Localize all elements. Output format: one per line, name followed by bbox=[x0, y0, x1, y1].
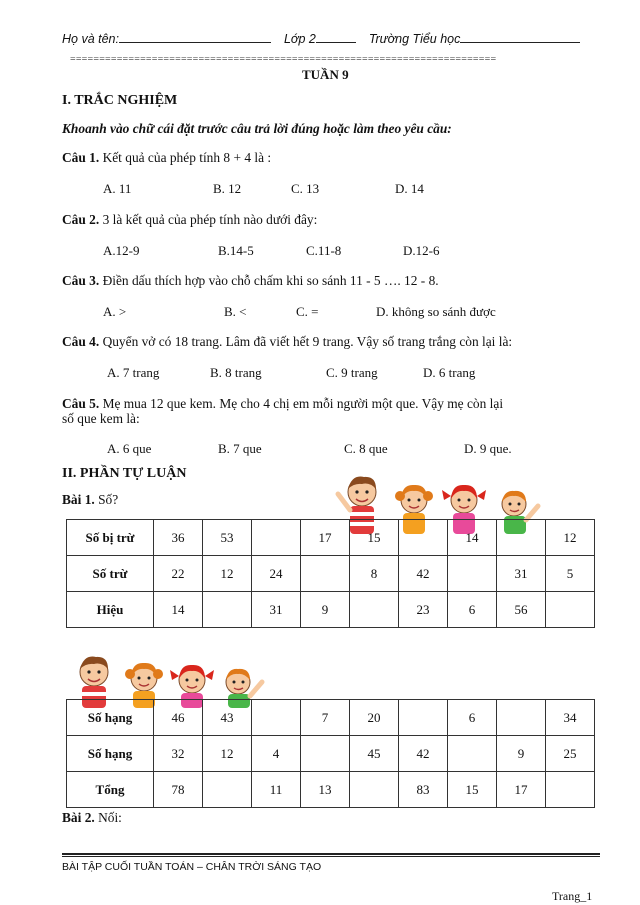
table-cell[interactable]: 17 bbox=[301, 520, 350, 556]
table-cell[interactable] bbox=[203, 592, 252, 628]
table-cell[interactable]: 13 bbox=[301, 772, 350, 808]
row-header: Số trừ bbox=[67, 556, 154, 592]
table-cell[interactable] bbox=[203, 772, 252, 808]
row-header: Số bị trừ bbox=[67, 520, 154, 556]
q3-option-d[interactable]: D. không so sánh được bbox=[376, 304, 496, 319]
name-label: Họ và tên: bbox=[62, 32, 119, 46]
table-cell[interactable]: 43 bbox=[203, 700, 252, 736]
question-4: Câu 4. Quyển vở có 18 trang. Lâm đã viết hết 9 trang. Vậy số trang trắng còn lại là: bbox=[62, 334, 513, 349]
table-cell[interactable] bbox=[301, 736, 350, 772]
table-cell[interactable]: 14 bbox=[154, 592, 203, 628]
week-title: TUẦN 9 bbox=[302, 67, 349, 82]
bai2-heading: Bài 2. Nối: bbox=[62, 810, 122, 825]
row-header: Số hạng bbox=[67, 736, 154, 772]
q1-option-c[interactable]: C. 13 bbox=[291, 181, 320, 196]
question-1: Câu 1. Kết quả của phép tính 8 + 4 là : bbox=[62, 150, 272, 165]
table-cell[interactable]: 31 bbox=[252, 592, 301, 628]
question-3: Câu 3. Điền dấu thích hợp vào chỗ chấm khi so sánh 11 - 5 …. 12 - 8. bbox=[62, 273, 439, 288]
q2-option-d[interactable]: D.12-6 bbox=[403, 243, 440, 258]
table-cell[interactable]: 83 bbox=[399, 772, 448, 808]
addition-table bbox=[66, 699, 595, 808]
table-cell[interactable]: 23 bbox=[399, 592, 448, 628]
table-cell[interactable]: 42 bbox=[399, 556, 448, 592]
student-info-header bbox=[62, 31, 580, 46]
footer-text: BÀI TẬP CUỐI TUẦN TOÁN – CHÂN TRỜI SÁNG TẠO bbox=[62, 861, 322, 873]
q3-option-c[interactable]: C. = bbox=[296, 304, 319, 319]
table-row bbox=[67, 700, 595, 736]
table-cell[interactable] bbox=[546, 592, 595, 628]
table-cell[interactable] bbox=[448, 556, 497, 592]
q5-option-c[interactable]: C. 8 que bbox=[344, 441, 388, 456]
table-cell[interactable]: 6 bbox=[448, 700, 497, 736]
page-number: Trang_1 bbox=[552, 889, 593, 903]
question-5: Câu 5. Mẹ mua 12 que kem. Mẹ cho 4 chị em mỗi người một que. Vậy mẹ còn lại bbox=[62, 396, 504, 411]
table-row bbox=[67, 556, 595, 592]
table-cell[interactable] bbox=[399, 520, 448, 556]
table-cell[interactable]: 15 bbox=[448, 772, 497, 808]
q2-option-b[interactable]: B.14-5 bbox=[218, 243, 254, 258]
table-row bbox=[67, 520, 595, 556]
table-cell[interactable]: 11 bbox=[252, 772, 301, 808]
q5-option-a[interactable]: A. 6 que bbox=[107, 441, 152, 456]
q4-option-a[interactable]: A. 7 trang bbox=[107, 365, 160, 380]
q3-option-b[interactable]: B. < bbox=[224, 304, 247, 319]
question-5-continued: số que kem là: bbox=[62, 411, 140, 426]
name-blank bbox=[119, 31, 271, 43]
q3-option-a[interactable]: A. > bbox=[103, 304, 127, 319]
table-cell[interactable] bbox=[399, 700, 448, 736]
table-cell[interactable]: 20 bbox=[350, 700, 399, 736]
section1-instruction: Khoanh vào chữ cái đặt trước câu trả lời đúng hoặc làm theo yêu cầu: bbox=[62, 121, 452, 136]
table-cell[interactable]: 34 bbox=[546, 700, 595, 736]
table-cell[interactable] bbox=[252, 520, 301, 556]
table-cell[interactable]: 36 bbox=[154, 520, 203, 556]
table-cell[interactable]: 45 bbox=[350, 736, 399, 772]
table-cell[interactable] bbox=[350, 772, 399, 808]
table-cell[interactable] bbox=[497, 700, 546, 736]
footer-divider bbox=[62, 853, 600, 855]
table-cell[interactable]: 5 bbox=[546, 556, 595, 592]
table-cell[interactable]: 12 bbox=[203, 556, 252, 592]
table-cell[interactable] bbox=[252, 700, 301, 736]
q4-option-c[interactable]: C. 9 trang bbox=[326, 365, 378, 380]
school-blank bbox=[460, 31, 580, 43]
table-cell[interactable]: 12 bbox=[203, 736, 252, 772]
table-cell[interactable]: 9 bbox=[497, 736, 546, 772]
q1-option-b[interactable]: B. 12 bbox=[213, 181, 242, 196]
question-2: Câu 2. 3 là kết quả của phép tính nào dưới đây: bbox=[62, 212, 318, 227]
table-cell[interactable]: 8 bbox=[350, 556, 399, 592]
table-cell[interactable] bbox=[497, 520, 546, 556]
table-cell[interactable]: 17 bbox=[497, 772, 546, 808]
bai1-heading: Bài 1. Số? bbox=[62, 492, 119, 507]
table-cell[interactable]: 4 bbox=[252, 736, 301, 772]
row-header: Tổng bbox=[67, 772, 154, 808]
row-header: Hiệu bbox=[67, 592, 154, 628]
table-cell[interactable]: 56 bbox=[497, 592, 546, 628]
table-cell[interactable]: 15 bbox=[350, 520, 399, 556]
class-label: Lớp 2 bbox=[283, 32, 316, 46]
q4-option-b[interactable]: B. 8 trang bbox=[210, 365, 262, 380]
table-cell[interactable]: 12 bbox=[546, 520, 595, 556]
table-cell[interactable]: 42 bbox=[399, 736, 448, 772]
table-cell[interactable]: 46 bbox=[154, 700, 203, 736]
table-cell[interactable] bbox=[546, 772, 595, 808]
table-cell[interactable]: 32 bbox=[154, 736, 203, 772]
school-label: Trường Tiểu học bbox=[368, 32, 461, 46]
q1-option-a[interactable]: A. 11 bbox=[103, 181, 132, 196]
table-cell[interactable]: 31 bbox=[497, 556, 546, 592]
table-cell[interactable]: 14 bbox=[448, 520, 497, 556]
table-cell[interactable]: 7 bbox=[301, 700, 350, 736]
table-cell[interactable] bbox=[448, 736, 497, 772]
class-blank bbox=[316, 31, 356, 43]
q1-option-d[interactable]: D. 14 bbox=[395, 181, 424, 196]
table-cell[interactable]: 9 bbox=[301, 592, 350, 628]
section2-title: II. PHẦN TỰ LUẬN bbox=[62, 466, 187, 481]
q5-option-b[interactable]: B. 7 que bbox=[218, 441, 262, 456]
table-row bbox=[67, 736, 595, 772]
table-cell[interactable] bbox=[350, 592, 399, 628]
q2-option-a[interactable]: A.12-9 bbox=[103, 243, 140, 258]
row-header: Số hạng bbox=[67, 700, 154, 736]
table-cell[interactable] bbox=[301, 556, 350, 592]
separator-line: ========================================================================= bbox=[70, 54, 497, 65]
q4-option-d[interactable]: D. 6 trang bbox=[423, 365, 476, 380]
table-cell[interactable]: 24 bbox=[252, 556, 301, 592]
section1-title: I. TRẮC NGHIỆM bbox=[62, 93, 178, 108]
table-cell[interactable]: 53 bbox=[203, 520, 252, 556]
footer-divider bbox=[62, 856, 600, 857]
subtraction-table bbox=[66, 519, 595, 628]
table-cell[interactable]: 6 bbox=[448, 592, 497, 628]
table-cell[interactable]: 78 bbox=[154, 772, 203, 808]
table-row bbox=[67, 772, 595, 808]
table-row bbox=[67, 592, 595, 628]
table-cell[interactable]: 25 bbox=[546, 736, 595, 772]
table-cell[interactable]: 22 bbox=[154, 556, 203, 592]
q5-option-d[interactable]: D. 9 que. bbox=[464, 441, 512, 456]
q2-option-c[interactable]: C.11-8 bbox=[306, 243, 342, 258]
